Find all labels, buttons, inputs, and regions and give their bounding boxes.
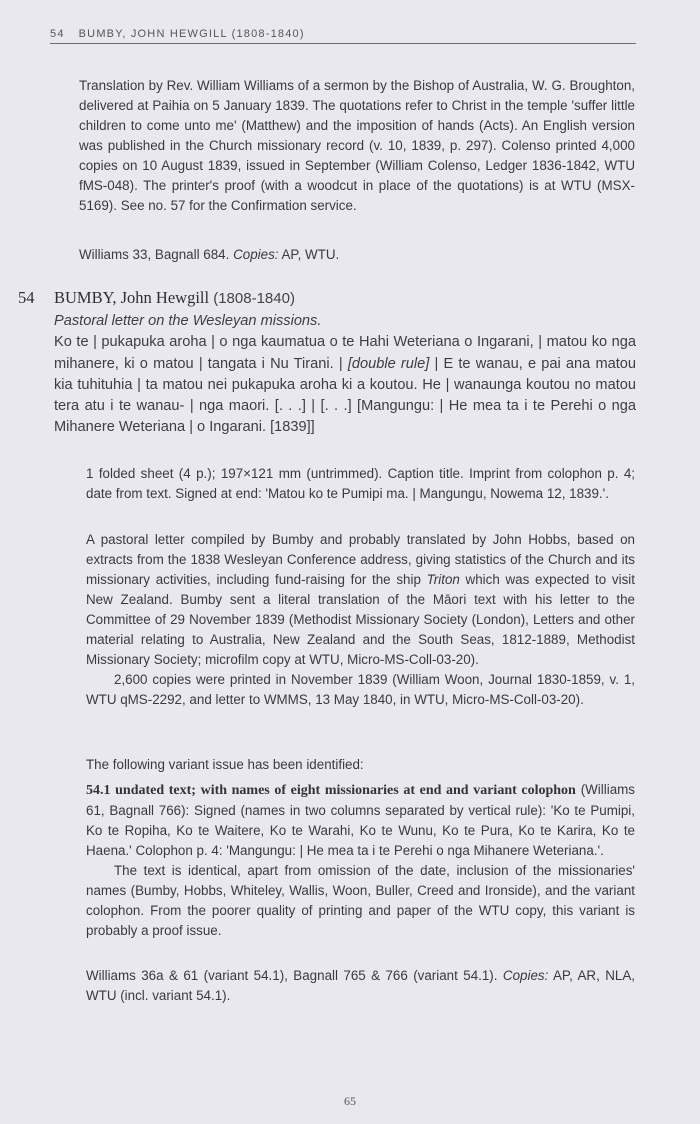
running-head-title: BUMBY, JOHN HEWGILL (1808-1840) (78, 28, 305, 40)
previous-entry-copies: AP, WTU. (281, 247, 340, 262)
variant-heading: 54.1 undated text; with names of eight missionaries at end and variant colophon (86, 783, 576, 798)
physical-description-text: 1 folded sheet (4 p.); 197×121 mm (untrimmed). Caption title. Imprint from colophon p. 4; date from text. Signed at end: 'Matou ko te Pumipi ma. | Mangungu, Nowema 12, 1839.'. (86, 466, 635, 501)
entry-copies-label: Copies: (502, 968, 549, 983)
entry-author: BUMBY, John Hewgill (54, 288, 210, 307)
variant-section (86, 780, 635, 941)
transcription-part-2: | E te wanau, e pai ana matou kia tuhituhia | ta matou nei pukapuka aroha ki a koutou. He | wanaunga koutou no matou tera atu i te wanau- | nga maori. [. . .] | [. . .] [Mangungu: | He mea ta i te Perehi o nga Mihanere Weteriana | o Ingarani. [1839]] (54, 355, 637, 436)
entry-notes (86, 530, 635, 710)
entry-note-1: A pastoral letter compiled by Bumby and probably translated by John Hobbs, based on extracts from the 1838 Wesleyan Conference address, giving statistics of the Church and its missionary activities, including fund-raising for the ship Triton which was expected to visit New Zealand. Bumby sent a literal translation of the Māori text with his letter to the Committee of 29 November 1839 (Methodist Missionary Society (London), Letters and other material relating to Australia, New Zealand and the South Seas, 1812-1889, Methodist Missionary Society; microfilm copy at WTU, Micro-MS-Coll-03-20). (86, 532, 635, 667)
variant-intro-text: The following variant issue has been identified: (86, 757, 364, 772)
previous-entry-notes (79, 76, 635, 216)
transcription-part-1: Ko te | pukapuka aroha | o nga kaumatua o te Hahi Weteriana o Ingarani, | matou ko nga mihanere, ki o matou | tangata i Nu Tirani. | (54, 334, 636, 372)
previous-entry-refs: Williams 33, Bagnall 684. (79, 247, 230, 262)
physical-description (86, 464, 635, 504)
running-head-page-number: 54 (50, 28, 65, 40)
entry-dates: (1808-1840) (213, 290, 295, 307)
page-folio: 65 (344, 1094, 356, 1108)
variant-note: The text is identical, apart from omission of the date, inclusion of the missionaries' names (Bumby, Hobbs, Whiteley, Wallis, Woon, Buller, Creed and Ironside), and the variant colophon. From the poorer quality of printing and paper of the WTU copy, this variant is probably a proof issue. (86, 863, 635, 938)
entry-references (86, 966, 635, 1006)
previous-entry-paragraph: Translation by Rev. William Williams of a sermon by the Bishop of Australia, W. G. Broughton, delivered at Paihia on 5 January 1839. The quotations refer to Christ in the temple 'suffer little children to come unto me' (Matthew) and the imposition of hands (Acts). An English version was published in the Church missionary record (v. 10, 1839, p. 297). Colenso printed 4,000 copies on 10 August 1839, issued in September (William Colenso, Ledger 1836-1842, WTU fMS-048). The printer's proof (with a woodcut in place of the quotations) is at WTU (MSX-5169). See no. 57 for the Confirmation service. (79, 78, 635, 213)
variant-intro (86, 755, 635, 775)
entry-refs: Williams 36a & 61 (variant 54.1), Bagnall 765 & 766 (variant 54.1). (86, 968, 498, 983)
double-rule-note: [double rule] (347, 355, 430, 372)
entry-transcription (54, 332, 636, 438)
entry-copies: AP, AR, NLA, WTU (incl. variant 54.1). (86, 968, 635, 1003)
entry-title-transcription (54, 311, 636, 439)
previous-entry-references (79, 245, 635, 265)
entry-number: 54 (18, 288, 35, 307)
entry-heading (18, 288, 638, 308)
variant-description: 54.1 undated text; with names of eight missionaries at end and variant colophon (Williams 61, Bagnall 766): Signed (names in two columns separated by vertical rule): 'Ko te Pumipi, Ko te Ropiha, Ko te Waitere, Ko te Warahi, Ko te Wunu, Ko te Pura, Ko te Karira, Ko te Haena.' Colophon p. 4: 'Mangungu: | He mea ta i te Perehi o nga Mihanere Weteriana.'. (86, 782, 635, 858)
entry-note-2: 2,600 copies were printed in November 1839 (William Woon, Journal 1830-1859, v. 1, WTU qMS-2292, and letter to WMMS, 13 May 1840, in WTU, Micro-MS-Coll-03-20). (86, 672, 635, 707)
running-head (50, 28, 636, 44)
entry-title: Pastoral letter on the Wesleyan missions. (54, 313, 322, 329)
previous-entry-copies-label: Copies: (233, 247, 279, 262)
ship-name: Triton (426, 572, 460, 587)
